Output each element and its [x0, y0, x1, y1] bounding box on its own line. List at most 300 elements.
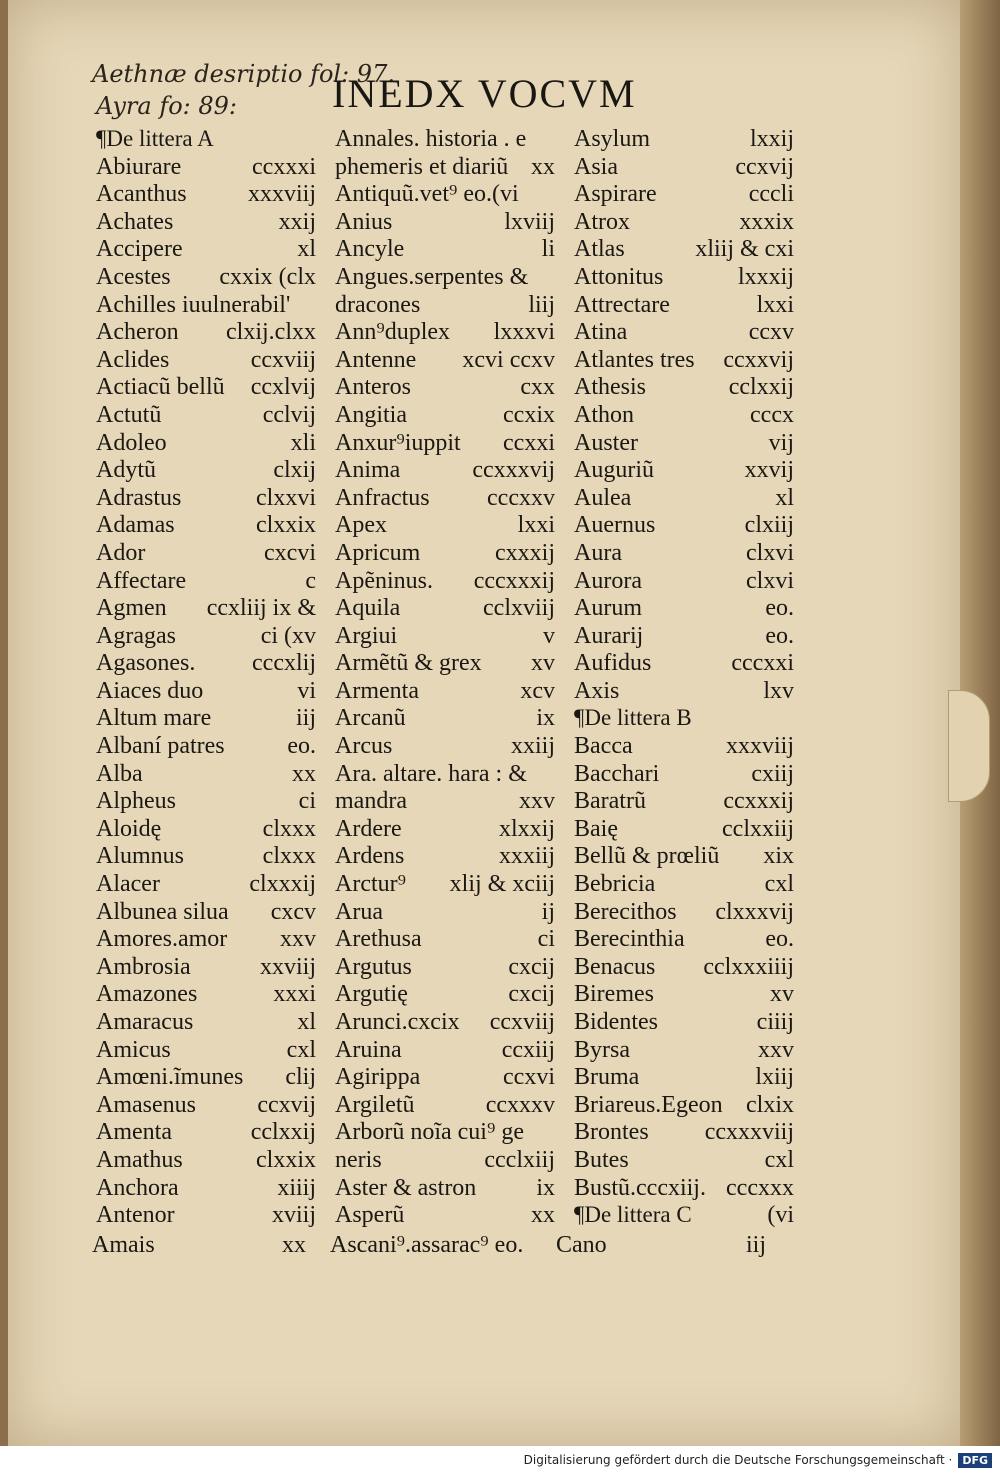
index-entry [335, 1119, 555, 1147]
entry-term: Antenor [96, 1202, 175, 1229]
digitization-footer [0, 1446, 1000, 1474]
entry-term: Anteros [335, 374, 411, 401]
entry-term: ¶De littera C [574, 1202, 692, 1228]
last-line-col2-text: Ascani⁹.assarac⁹ eo. [330, 1232, 524, 1258]
entry-term: Aurum [574, 595, 642, 622]
last-line-col1-num: xx [282, 1232, 306, 1258]
entry-reference: cxl [764, 1146, 794, 1173]
entry-reference: ccxxxi [252, 153, 316, 180]
entry-term: neris [335, 1146, 382, 1173]
index-entry [335, 761, 555, 789]
entry-term: Alba [96, 760, 143, 787]
index-entry [335, 457, 555, 485]
index-entry [335, 816, 555, 844]
entry-reference: clxxvi [256, 484, 316, 511]
index-entry [96, 347, 316, 375]
entry-term: Annales. historia . e [335, 126, 527, 152]
index-entry [96, 705, 316, 733]
index-entry [96, 981, 316, 1009]
index-entry [335, 374, 555, 402]
entry-reference: xxxix [739, 208, 794, 235]
entry-reference: xx [531, 1202, 555, 1229]
entry-term: ¶De littera A [96, 126, 214, 151]
entry-term: Aiaces duo [96, 677, 204, 704]
index-entry [574, 430, 794, 458]
entry-reference: xcvi ccxv [462, 346, 555, 373]
entry-reference: clxiij [744, 512, 794, 539]
entry-term: Ador [96, 539, 146, 566]
index-entry [574, 374, 794, 402]
entry-term: Aclides [96, 346, 170, 373]
index-entry [574, 1147, 794, 1175]
entry-reference: xx [531, 153, 555, 180]
entry-term: Axis [574, 677, 620, 704]
entry-term: Anfractus [335, 484, 430, 511]
index-entry [335, 1175, 555, 1203]
entry-reference: cccxxv [487, 484, 555, 511]
index-entry [96, 181, 316, 209]
index-entry [574, 623, 794, 651]
index-entry [335, 954, 555, 982]
index-entry [574, 126, 794, 154]
entry-reference: cxl [286, 1036, 316, 1063]
entry-reference: ccxliij ix & [206, 595, 316, 622]
index-entry [96, 1037, 316, 1065]
index-entry [335, 843, 555, 871]
page-title: INEDX VOCVM [332, 71, 637, 116]
entry-term: Bebricia [574, 871, 656, 898]
entry-term: Amenta [96, 1119, 172, 1146]
entry-reference: lxv [763, 677, 794, 704]
entry-term: Accipere [96, 236, 183, 263]
index-entry [96, 1092, 316, 1120]
entry-reference: ccxxxvij [472, 457, 555, 484]
entry-term: Adrastus [96, 484, 182, 511]
entry-term: Amathus [96, 1146, 183, 1173]
index-entry [335, 595, 555, 623]
index-entry [335, 512, 555, 540]
index-entry [96, 512, 316, 540]
index-entry [335, 678, 555, 706]
entry-reference: xxviij [259, 953, 316, 980]
entry-reference: ci (xv [260, 622, 316, 649]
entry-reference: ccxvij [257, 1091, 316, 1118]
entry-reference: xxxviij [725, 733, 794, 760]
index-entry [96, 816, 316, 844]
entry-term: Ancyle [335, 236, 405, 263]
index-entry [574, 733, 794, 761]
entry-term: Ara. altare. hara : & [335, 760, 527, 787]
entry-reference: xxij [278, 208, 316, 235]
index-entry [96, 264, 316, 292]
index-entry [574, 1037, 794, 1065]
index-entry [335, 788, 555, 816]
index-entry [335, 1009, 555, 1037]
index-column-2 [335, 126, 555, 1230]
entry-reference: cccxxxij [473, 567, 555, 594]
entry-reference: xxxviij [247, 181, 316, 208]
index-entry [96, 761, 316, 789]
entry-term: Armẽtũ & grex [335, 650, 482, 677]
entry-reference: cccli [748, 181, 794, 208]
entry-reference: xlxxij [498, 815, 555, 842]
entry-term: Asperũ [335, 1202, 405, 1229]
entry-reference: lxxi [756, 291, 794, 318]
index-entry [335, 1064, 555, 1092]
entry-term: Aurora [574, 567, 642, 594]
index-entry [96, 623, 316, 651]
entry-reference: ci [298, 788, 316, 815]
entry-term: Aspirare [574, 181, 657, 208]
entry-reference: xxv [280, 926, 316, 953]
index-entry [574, 1064, 794, 1092]
index-entry [574, 264, 794, 292]
entry-reference: ccxxi [503, 429, 555, 456]
entry-reference: clxvi [746, 567, 794, 594]
index-entry [574, 154, 794, 182]
entry-reference: xiiij [277, 1174, 316, 1201]
entry-term: Atrox [574, 208, 630, 235]
last-line-col3-term: Cano [556, 1232, 607, 1258]
index-entry [335, 126, 555, 154]
entry-reference: li [541, 236, 555, 263]
entry-term: Auster [574, 429, 638, 456]
entry-term: Altum mare [96, 705, 212, 732]
index-entry [574, 788, 794, 816]
entry-reference: liij [528, 291, 555, 318]
index-entry [574, 347, 794, 375]
index-entry [96, 926, 316, 954]
index-entry [335, 292, 555, 320]
entry-reference: v [543, 622, 555, 649]
page-tab [948, 690, 990, 802]
entry-term: Bidentes [574, 1009, 658, 1035]
index-entry [335, 871, 555, 899]
index-entry [96, 540, 316, 568]
entry-reference: cxx [520, 374, 555, 401]
index-entry [96, 954, 316, 982]
index-entry [96, 374, 316, 402]
entry-term: Anxur⁹iuppit [335, 429, 461, 456]
entry-reference: vij [768, 429, 794, 456]
index-entry [574, 761, 794, 789]
entry-reference: clxxx [262, 843, 316, 870]
index-column-1 [96, 126, 316, 1230]
entry-term: Armenta [335, 677, 419, 704]
entry-term: Aurarĳ [574, 622, 644, 649]
entry-reference: xlij & xciij [449, 871, 555, 898]
entry-reference: eo. [765, 926, 794, 953]
entry-reference: cclxxiij [722, 815, 794, 842]
index-entry [335, 402, 555, 430]
index-entry [96, 154, 316, 182]
index-entry [574, 871, 794, 899]
entry-term: Abiurare [96, 153, 182, 180]
index-entry [96, 788, 316, 816]
entry-reference: xliij & cxi [695, 236, 794, 263]
entry-reference: ix [536, 1174, 555, 1201]
entry-term: Atlas [574, 236, 625, 263]
entry-term: Bacchari [574, 760, 660, 787]
entry-reference: iij [295, 705, 316, 732]
index-entry [574, 181, 794, 209]
entry-term: Affectare [96, 567, 187, 594]
entry-reference: ccxlvij [250, 374, 316, 401]
index-entry [574, 1119, 794, 1147]
entry-term: Athon [574, 401, 634, 428]
entry-reference: vi [297, 677, 316, 704]
entry-term: Bruma [574, 1064, 640, 1091]
index-entry [96, 650, 316, 678]
index-entry [335, 154, 555, 182]
index-entry [335, 650, 555, 678]
entry-term: Ann⁹duplex [335, 319, 451, 346]
entry-reference: lxxxvi [493, 319, 555, 346]
index-entry [574, 981, 794, 1009]
entry-term: Ardens [335, 843, 405, 870]
index-entry [335, 430, 555, 458]
index-entry [574, 1092, 794, 1120]
entry-reference: cxxxij [495, 539, 555, 566]
last-line-col1-term: Amais [92, 1232, 155, 1258]
section-heading [96, 126, 316, 154]
entry-reference: xl [775, 484, 794, 511]
entry-reference: clxxix [256, 1146, 316, 1173]
entry-reference: eo. [765, 595, 794, 622]
entry-term: Antiquũ.vet⁹ eo.(vi [335, 181, 519, 208]
entry-term: Aquila [335, 595, 401, 622]
entry-term: Acheron [96, 319, 179, 346]
entry-term: Adytũ [96, 457, 156, 484]
handwritten-note-1: Aethnæ desriptio fol: 97. [92, 60, 395, 88]
index-entry [335, 899, 555, 927]
entry-reference: ccxxxv [485, 1091, 555, 1118]
entry-term: Bellũ & prœliũ [574, 843, 720, 870]
entry-term: Brontes [574, 1119, 649, 1146]
entry-term: Amores.amor [96, 926, 228, 953]
index-column-3 [574, 126, 794, 1230]
entry-reference: ix [536, 705, 555, 732]
index-entry [574, 1009, 794, 1037]
last-line-col3-num: iij [746, 1232, 767, 1258]
entry-term: Arunci.cxcix [335, 1009, 460, 1035]
index-entry [96, 485, 316, 513]
entry-reference: ciiij [756, 1009, 794, 1035]
index-entry [335, 347, 555, 375]
entry-reference: cclxxxiiij [703, 953, 794, 980]
entry-reference: cclxxij [250, 1119, 316, 1146]
entry-term: Baię [574, 815, 618, 842]
entry-reference: xx [292, 760, 316, 787]
entry-term: Alpheus [96, 788, 176, 815]
entry-reference: xl [297, 1009, 316, 1035]
index-entry [335, 540, 555, 568]
entry-term: Agasones. [96, 650, 196, 677]
index-entry [335, 319, 555, 347]
entry-reference: ccxix [503, 401, 555, 428]
entry-reference: xxvij [744, 457, 794, 484]
index-entry [96, 209, 316, 237]
entry-reference: xv [531, 650, 555, 677]
entry-reference: xcv [520, 677, 555, 704]
entry-term: Aster & astron [335, 1174, 477, 1201]
index-entry [335, 1202, 555, 1230]
index-entry [96, 568, 316, 596]
entry-reference: cclvij [262, 401, 316, 428]
entry-term: Arcanũ [335, 705, 406, 732]
index-entry [574, 816, 794, 844]
index-entry [96, 871, 316, 899]
index-entry [96, 1147, 316, 1175]
entry-term: Actutũ [96, 401, 162, 428]
entry-term: Agragas [96, 622, 176, 649]
entry-term: Alumnus [96, 843, 185, 870]
index-entry [574, 926, 794, 954]
entry-reference: ccxxvij [723, 346, 794, 373]
index-entry [335, 236, 555, 264]
entry-reference: lxxi [517, 512, 555, 539]
entry-term: Asylum [574, 126, 651, 152]
dfg-logo: DFG [958, 1453, 992, 1468]
entry-reference: xv [770, 981, 794, 1008]
entry-term: Biremes [574, 981, 654, 1008]
index-entry [574, 540, 794, 568]
entry-term: Atlantes tres [574, 346, 695, 373]
entry-term: Apex [335, 512, 387, 539]
entry-term: mandra [335, 788, 407, 815]
entry-reference: clij [285, 1064, 316, 1091]
entry-term: Baratrũ [574, 788, 646, 815]
entry-reference: clxij.clxx [226, 319, 316, 346]
entry-reference: lxxij [749, 126, 794, 152]
index-entry [96, 1202, 316, 1230]
entry-reference: cxcij [508, 953, 555, 980]
index-entry [96, 457, 316, 485]
index-entry [574, 512, 794, 540]
entry-term: Agmen [96, 595, 167, 622]
entry-term: Acestes [96, 263, 171, 290]
index-entry [574, 843, 794, 871]
entry-term: ¶De littera B [574, 705, 692, 731]
index-entry [574, 485, 794, 513]
entry-reference: xxv [519, 788, 555, 815]
index-entry [96, 319, 316, 347]
entry-term: Ardere [335, 815, 402, 842]
index-entry [574, 1175, 794, 1203]
entry-term: Amazones [96, 981, 198, 1008]
index-entry [96, 236, 316, 264]
entry-term: Albaní patres [96, 733, 225, 760]
entry-term: Briareus.Egeon [574, 1091, 723, 1118]
entry-term: phemeris et diariũ [335, 153, 509, 180]
entry-term: Ambrosia [96, 953, 191, 980]
entry-reference: ccxiij [501, 1036, 555, 1063]
entry-reference: cxcvi [264, 539, 316, 566]
entry-reference: (vi [767, 1202, 794, 1229]
entry-term: Anima [335, 457, 401, 484]
entry-reference: cccx [750, 401, 794, 428]
entry-term: Angues.serpentes & [335, 263, 529, 290]
entry-term: Aura [574, 539, 622, 566]
index-entry [335, 1037, 555, 1065]
index-entry [335, 981, 555, 1009]
entry-reference: clxxx [262, 815, 316, 842]
entry-reference: clxvi [746, 539, 794, 566]
entry-term: Anius [335, 208, 393, 235]
entry-term: Alacer [96, 871, 160, 898]
entry-term: Benacus [574, 953, 656, 980]
index-entry [574, 292, 794, 320]
index-entry [574, 319, 794, 347]
entry-reference: eo. [765, 622, 794, 649]
entry-reference: cxcv [270, 898, 316, 925]
entry-reference: cxl [764, 871, 794, 898]
index-entry [335, 264, 555, 292]
index-entry [335, 926, 555, 954]
entry-term: Arua [335, 898, 383, 925]
index-entry [335, 705, 555, 733]
entry-reference: eo. [287, 733, 316, 760]
index-entry [335, 209, 555, 237]
entry-reference: ccxviij [489, 1009, 555, 1035]
index-entry [96, 292, 316, 320]
entry-reference: ccxvij [735, 153, 794, 180]
entry-term: Aulea [574, 484, 632, 511]
entry-term: Asia [574, 153, 618, 180]
entry-term: Arborũ noĩa cui⁹ ge [335, 1119, 524, 1146]
index-entry [574, 954, 794, 982]
index-entry [96, 843, 316, 871]
index-entry [574, 899, 794, 927]
entry-reference: lxviij [504, 208, 555, 235]
entry-term: Aufidus [574, 650, 652, 677]
entry-term: Argutus [335, 953, 412, 980]
entry-term: Athesis [574, 374, 646, 401]
entry-term: Anchora [96, 1174, 179, 1201]
entry-term: Angitia [335, 401, 407, 428]
index-entry [335, 181, 555, 209]
entry-term: Attonitus [574, 263, 664, 290]
entry-term: Bustũ.cccxiij. [574, 1174, 706, 1201]
entry-reference: ccxxxviij [704, 1119, 794, 1146]
index-entry [96, 1119, 316, 1147]
entry-reference: ccxvi [503, 1064, 555, 1091]
index-entry [335, 623, 555, 651]
index-entry [574, 678, 794, 706]
index-entry [335, 568, 555, 596]
entry-term: Arethusa [335, 926, 422, 953]
entry-reference: cccxlij [252, 650, 316, 677]
index-entry [96, 430, 316, 458]
entry-term: Arctur⁹ [335, 871, 407, 898]
index-entry [574, 595, 794, 623]
entry-reference: ij [541, 898, 555, 925]
entry-reference: c [305, 567, 316, 594]
entry-term: Acanthus [96, 181, 187, 208]
entry-reference: cccxxi [731, 650, 794, 677]
index-entry [335, 733, 555, 761]
index-entry [96, 678, 316, 706]
entry-term: Apricum [335, 539, 421, 566]
entry-term: Agirippa [335, 1064, 421, 1091]
index-entry [574, 457, 794, 485]
index-entry [574, 402, 794, 430]
entry-term: Auguriũ [574, 457, 654, 484]
entry-term: Atina [574, 319, 628, 346]
section-heading [574, 1202, 794, 1230]
entry-term: Berecithos [574, 898, 677, 925]
entry-reference: cxcij [508, 981, 555, 1008]
